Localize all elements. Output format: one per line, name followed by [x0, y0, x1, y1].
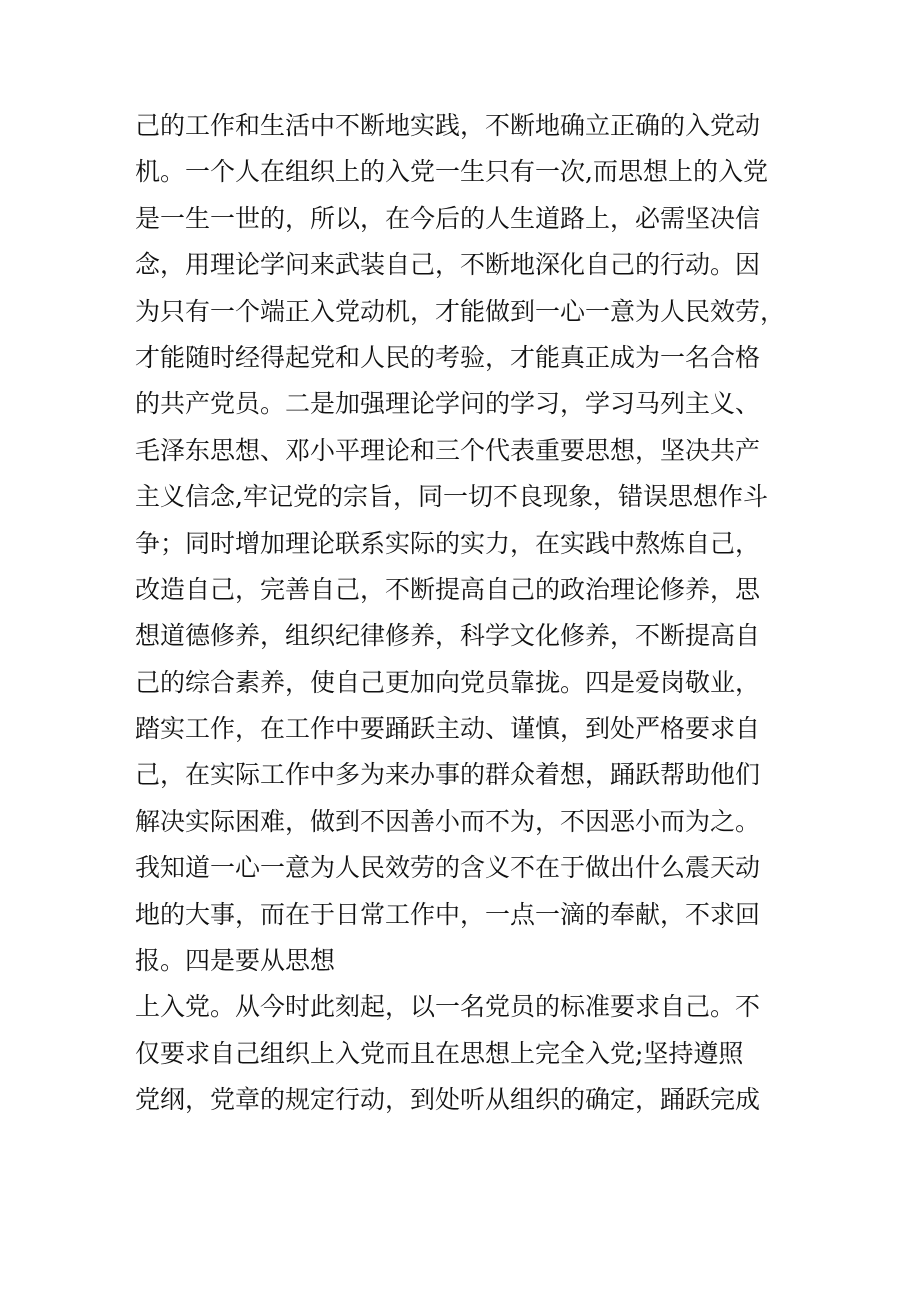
text-line: 想道德修养，组织纪律修养，科学文化修养，不断提高自 [135, 621, 761, 651]
text-line: 地的大事，而在于日常工作中，一点一滴的奉献，不求回 [135, 899, 761, 929]
body-text [135, 103, 835, 1124]
text-line: 念，用理论学问来武装自己，不断地深化自己的行动。因 [135, 250, 761, 280]
text-line: 上入党。从今时此刻起，以一名党员的标准要求自己。不 [135, 992, 761, 1022]
text-line: 争；同时增加理论联系实际的实力，在实践中熬炼自己， [135, 528, 761, 558]
text-line: 改造自己，完善自己，不断提高自己的政治理论修养，思 [135, 574, 761, 604]
text-line: 为只有一个端正入党动机，才能做到一心一意为人民效劳， [135, 296, 786, 326]
text-line: 仅要求自己组织上入党而且在思想上完全入党;坚持遵照 [135, 1038, 744, 1068]
text-line: 己，在实际工作中多为来办事的群众着想，踊跃帮助他们 [135, 760, 761, 790]
text-line: 机。一个人在组织上的入党一生只有一次,而思想上的入党 [135, 157, 768, 187]
text-line: 的共产党员。二是加强理论学问的学习，学习马列主义、 [135, 389, 761, 419]
text-line: 解决实际困难，做到不因善小而不为，不因恶小而为之。 [135, 806, 761, 836]
text-line: 我知道一心一意为人民效劳的含义不在于做出什么震天动 [135, 853, 761, 883]
text-line: 主义信念,牢记党的宗旨，同一切不良现象，错误思想作斗 [135, 482, 768, 512]
text-line: 党纲，党章的规定行动，到处听从组织的确定，踊跃完成 [135, 1085, 761, 1115]
text-line: 才能随时经得起党和人民的考验，才能真正成为一名合格 [135, 342, 761, 372]
text-line: 己的综合素养，使自己更加向党员靠拢。四是爱岗敬业， [135, 667, 761, 697]
text-line: 己的工作和生活中不断地实践，不断地确立正确的入党动 [135, 111, 761, 140]
text-line: 是一生一世的，所以，在今后的人生道路上，必需坚决信 [135, 203, 761, 233]
text-line: 踏实工作，在工作中要踊跃主动、谨慎，到处严格要求自 [135, 714, 761, 744]
text-line: 毛泽东思想、邓小平理论和三个代表重要思想，坚决共产 [135, 435, 761, 465]
text-line: 报。四是要从思想 [135, 946, 336, 976]
